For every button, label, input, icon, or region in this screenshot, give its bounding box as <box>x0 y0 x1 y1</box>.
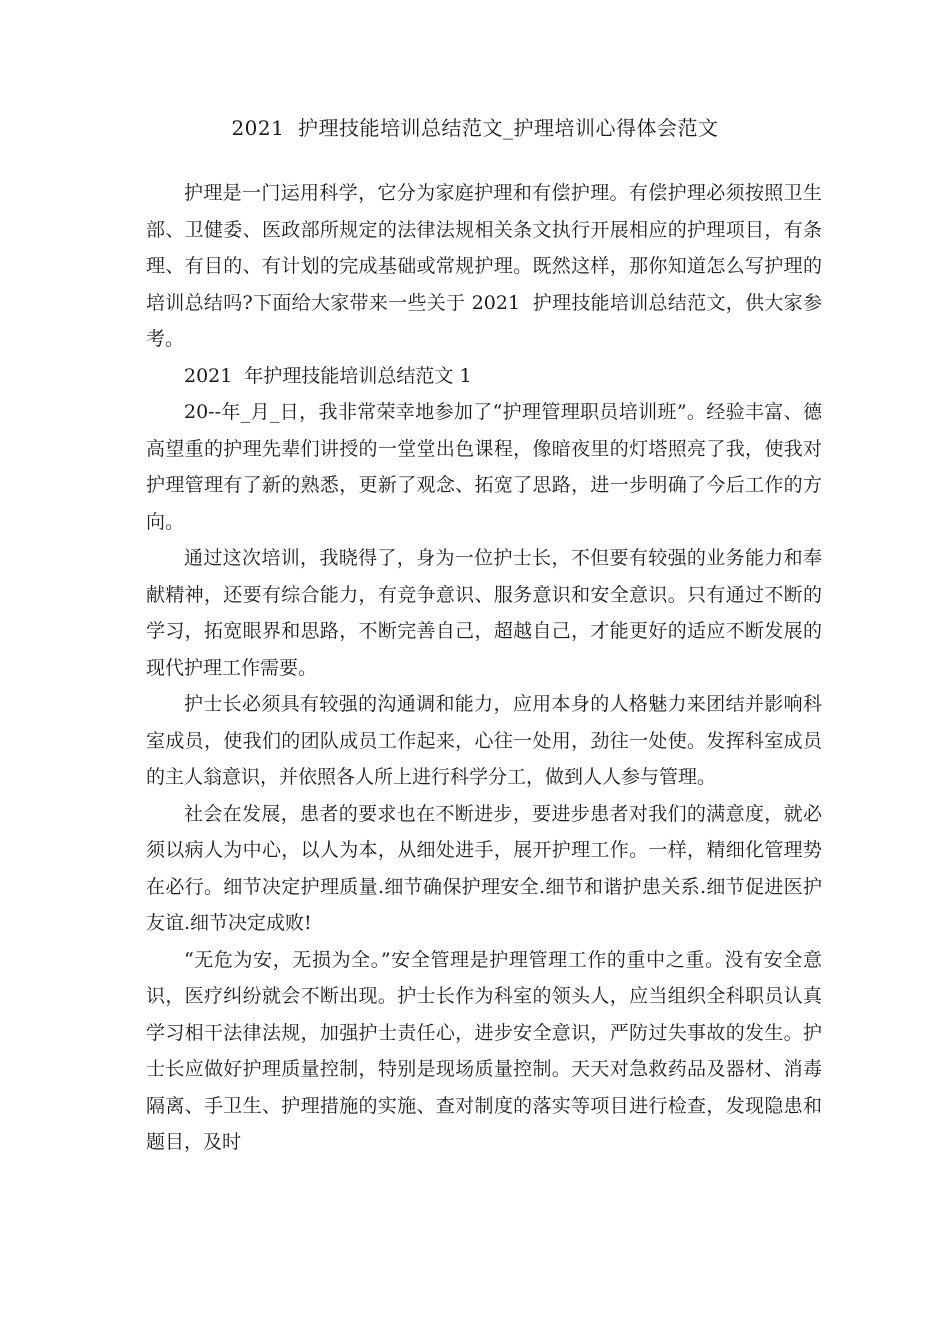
paragraph: 20--年_月_日，我非常荣幸地参加了“护理管理职员培训班”。经验丰富、德高望重的护理先辈们讲授的一堂堂出色课程，像暗夜里的灯塔照亮了我，使我对护理管理有了新的熟悉，更新了观念、拓宽了思路，进一步明确了今后工作的方向。 <box>146 401 822 533</box>
paragraph-intro: 护理是一门运用科学，它分为家庭护理和有偿护理。有偿护理必须按照卫生部、卫健委、医政部所规定的法律法规相关条文执行开展相应的护理项目，有条理、有目的、有计划的完成基础或常规护理。既然这样，那你知道怎么写护理的培训总结吗?下面给大家带来一些关于 2021 护理技能培训总结范文，供大家参考。 <box>146 182 822 350</box>
document-body <box>146 175 822 1161</box>
section-heading: 2021 年护理技能培训总结范文 1 <box>184 364 472 387</box>
paragraph: 社会在发展，患者的要求也在不断进步，要进步患者对我们的满意度，就必须以病人为中心，以人为本，从细处进手，展开护理工作。一样，精细化管理势在必行。细节决定护理质量.细节确保护理安全.细节和谐护患关系.细节促进医护友谊.细节决定成败! <box>146 802 822 934</box>
paragraph: 通过这次培训，我晓得了，身为一位护士长，不但要有较强的业务能力和奉献精神，还要有综合能力，有竞争意识、服务意识和安全意识。只有通过不断的学习，拓宽眼界和思路，不断完善自己，超越自己，才能更好的适应不断发展的现代护理工作需要。 <box>146 547 822 679</box>
paragraph: 护士长必须具有较强的沟通调和能力，应用本身的人格魅力来团结并影响科室成员，使我们的团队成员工作起来，心往一处用，劲往一处使。发挥科室成员的主人翁意识，并依照各人所上进行科学分工，做到人人参与管理。 <box>146 693 822 788</box>
document-title: 2021 护理技能培训总结范文_护理培训心得体会范文 <box>231 116 719 140</box>
paragraph: “无危为安，无损为全。”安全管理是护理管理工作的重中之重。没有安全意识，医疗纠纷就会不断出现。护士长作为科室的领头人，应当组织全科职员认真学习相干法律法规，加强护士责任心，进步安全意识，严防过失事故的发生。护士长应做好护理质量控制，特别是现场质量控制。天天对急救药品及器材、消毒隔离、手卫生、护理措施的实施、查对制度的落实等项目进行检查，发现隐患和题目，及时 <box>146 948 822 1153</box>
